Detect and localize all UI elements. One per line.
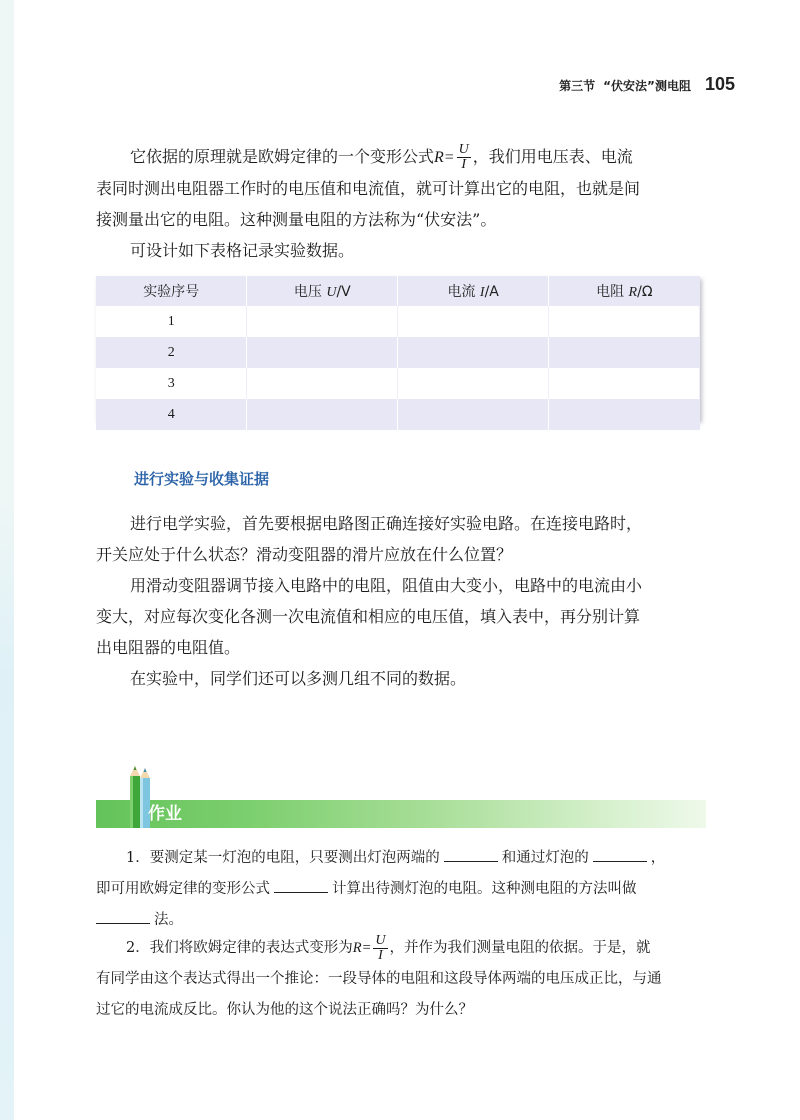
data-table — [96, 276, 700, 430]
resistance-cell — [549, 337, 700, 368]
resistance-cell — [549, 368, 700, 399]
answer-blank[interactable] — [96, 922, 150, 924]
q1-line1-a: 1．要测定某一灯泡的电阻，只要测出灯泡两端的 — [126, 850, 440, 866]
p3: 在实验中，同学们还可以多测几组不同的数据。 — [130, 669, 467, 688]
p2-line2: 变大，对应每次变化各测一次电流值和相应的电压值，填入表中，再分别计算 — [96, 607, 641, 626]
q2-line1-b: ，并作为我们测量电阻的依据。于是，就 — [389, 940, 651, 956]
formula-denominator: I — [461, 157, 466, 172]
table-header-row — [96, 276, 700, 306]
table-row — [96, 306, 700, 337]
q2-formula-numerator: U — [375, 932, 386, 948]
q2-formula-lhs: R= — [352, 940, 372, 956]
p1-line1: 进行电学实验，首先要根据电路图正确连接好实验电路。在连接电路时， — [130, 514, 643, 533]
intro-line4: 可设计如下表格记录实验数据。 — [130, 241, 355, 260]
q2-line3: 过它的电流成反比。你认为他的这个说法正确吗？为什么？ — [96, 1002, 473, 1018]
intro-line2: 表同时测出电阻器工作时的电压值和电流值，就可计算出它的电阻，也就是间 — [96, 179, 641, 198]
header-unit: /Ω — [637, 284, 653, 300]
page-margin-strip — [0, 0, 14, 1120]
p2-line3: 出电阻器的电阻值。 — [96, 638, 241, 657]
formula-lhs: R= — [434, 149, 455, 166]
voltage-cell — [247, 368, 398, 399]
intro-paragraph — [96, 141, 704, 266]
current-cell — [398, 337, 549, 368]
answer-blank[interactable] — [593, 860, 647, 862]
voltage-cell — [247, 306, 398, 337]
running-header — [520, 74, 735, 98]
homework-question-1 — [96, 843, 704, 936]
q2-line1-a: 2．我们将欧姆定律的表达式变形为 — [126, 940, 353, 956]
header-symbol: I — [479, 285, 485, 300]
homework-question-2 — [96, 933, 704, 1026]
header-title: “伏安法”测电阻 — [603, 79, 691, 93]
answer-blank[interactable] — [274, 891, 328, 893]
homework-banner — [96, 800, 706, 828]
resistance-cell — [549, 399, 700, 430]
table-header-index — [96, 276, 247, 306]
q1-line2-b: 计算出待测灯泡的电阻。这种测电阻的方法叫做 — [332, 881, 637, 897]
table-row — [96, 399, 700, 430]
table-header-resistance — [549, 276, 700, 306]
row-index: 4 — [96, 399, 247, 430]
intro-line3: 接测量出它的电阻。这种测量电阻的方法称为“伏安法”。 — [96, 210, 497, 229]
section-paragraph-1 — [96, 508, 704, 694]
header-unit: /V — [336, 284, 351, 300]
header-unit: /A — [484, 284, 499, 300]
table-header-current — [398, 276, 549, 306]
row-index: 2 — [96, 337, 247, 368]
q2-formula-denominator: I — [378, 947, 383, 963]
header-label: 电流 — [447, 284, 480, 300]
q1-line1-b: 和通过灯泡的 — [501, 850, 589, 866]
homework-label: 作业 — [148, 804, 182, 824]
table-row — [96, 337, 700, 368]
formula-numerator: U — [458, 142, 469, 157]
q2-formula-fraction — [373, 934, 387, 963]
header-section: 第三节 — [559, 79, 596, 93]
row-index: 3 — [96, 368, 247, 399]
current-cell — [398, 399, 549, 430]
intro-line1-before: 它依据的原理就是欧姆定律的一个变形公式 — [130, 147, 435, 166]
header-symbol: U — [326, 285, 337, 300]
intro-line1-after: ，我们用电压表、电流 — [472, 147, 633, 166]
voltage-cell — [247, 399, 398, 430]
current-cell — [398, 368, 549, 399]
header-label: 电压 — [293, 284, 327, 300]
p1-line2: 开关应处于什么状态？滑动变阻器的滑片应放在什么位置？ — [96, 545, 513, 564]
q1-line2-a: 即可用欧姆定律的变形公式 — [96, 881, 270, 897]
header-label: 实验序号 — [143, 284, 200, 300]
header-symbol: R — [628, 285, 638, 300]
q1-line1-c: ， — [650, 850, 666, 866]
header-label: 电阻 — [596, 284, 629, 300]
data-table-container — [96, 276, 700, 420]
resistance-cell — [549, 306, 700, 337]
q1-line3: 法。 — [154, 912, 183, 928]
section-heading: 进行实验与收集证据 — [134, 470, 270, 488]
table-row — [96, 368, 700, 399]
row-index: 1 — [96, 306, 247, 337]
voltage-cell — [247, 337, 398, 368]
formula-fraction — [457, 143, 471, 172]
p2-line1: 用滑动变阻器调节接入电路中的电阻，阻值由大变小，电路中的电流由小 — [130, 576, 643, 595]
page-number: 105 — [704, 74, 735, 94]
q2-line2: 有同学由这个表达式得出一个推论：一段导体的电阻和这段导体两端的电压成正比，与通 — [96, 971, 662, 987]
table-header-voltage — [247, 276, 398, 306]
current-cell — [398, 306, 549, 337]
answer-blank[interactable] — [444, 860, 498, 862]
